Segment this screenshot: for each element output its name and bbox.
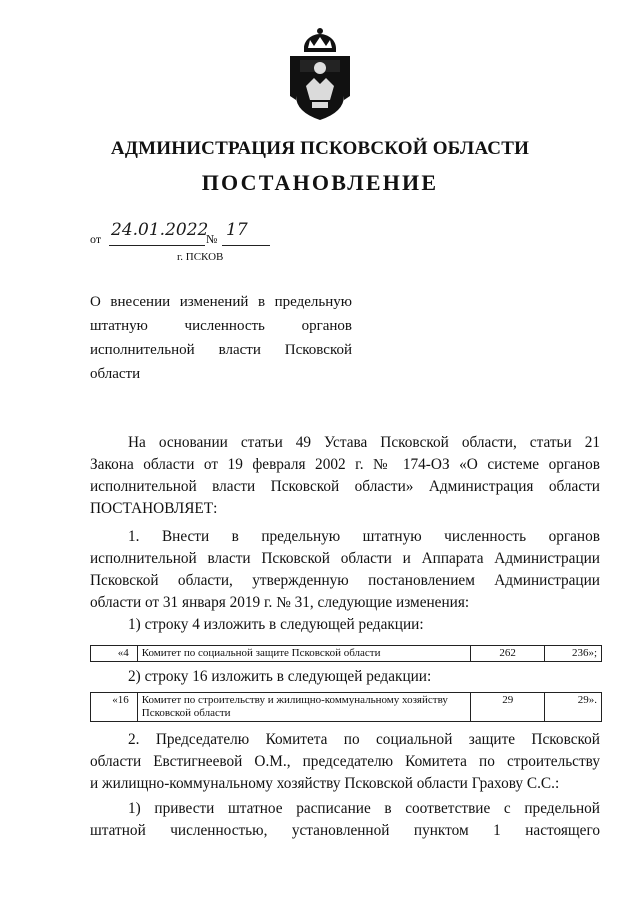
table-row-16 bbox=[90, 692, 602, 722]
row-value-2: 29». bbox=[545, 693, 602, 722]
text-line: Закона области от 19 февраля 2002 г. № 174-ОЗ «О системе органов bbox=[90, 456, 600, 473]
subject-line: исполнительной власти Псковской bbox=[90, 342, 352, 358]
row-value-1: 262 bbox=[470, 646, 544, 662]
text-line: 1) привести штатное расписание в соответствие с предельной bbox=[128, 800, 600, 817]
text-line: области Евстигнеевой О.М., председателю Комитета по строительству bbox=[90, 753, 600, 770]
subject-line: области bbox=[90, 366, 141, 382]
handwritten-date: 24.01.2022 bbox=[111, 220, 209, 240]
organization-name: АДМИНИСТРАЦИЯ ПСКОВСКОЙ ОБЛАСТИ bbox=[110, 138, 530, 159]
table-row bbox=[91, 693, 602, 722]
document-subject bbox=[90, 290, 352, 386]
row-value-1: 29 bbox=[471, 693, 545, 722]
number-prefix: № bbox=[206, 232, 218, 246]
item-1-paragraph bbox=[90, 526, 600, 636]
date-underline bbox=[109, 245, 205, 246]
text-line: штатной численностью, установленной пунктом 1 настоящего bbox=[90, 822, 600, 839]
preamble-paragraph bbox=[90, 432, 600, 520]
row-number: «4 bbox=[91, 646, 138, 662]
table-row-4 bbox=[90, 645, 602, 662]
row-name: Комитет по строительству и жилищно-коммунальному хозяйству Псковской области bbox=[137, 693, 470, 722]
text-line: Псковской области, утвержденную постановлением Администрации bbox=[90, 572, 600, 589]
subject-line: О внесении изменений в предельную bbox=[90, 294, 352, 310]
text-line: На основании статьи 49 Устава Псковской области, статьи 21 bbox=[128, 434, 600, 451]
coat-of-arms-icon bbox=[286, 26, 354, 122]
item-2-sub-paragraph bbox=[90, 798, 600, 842]
sub-item-2: 2) строку 16 изложить в следующей редакции: bbox=[128, 668, 432, 685]
subject-line: штатную численность органов bbox=[90, 318, 352, 334]
document-type-title: ПОСТАНОВЛЕНИЕ bbox=[201, 170, 439, 195]
text-line: исполнительной власти Псковской области» Администрация области bbox=[90, 478, 600, 495]
city-label: г. ПСКОВ bbox=[177, 251, 224, 263]
sub-item-2-line bbox=[90, 666, 600, 688]
sub-item-1: 1) строку 4 изложить в следующей редакции: bbox=[128, 616, 424, 633]
text-line: области от 31 января 2019 г. № 31, следующие изменения: bbox=[90, 594, 470, 611]
text-line: 2. Председателю Комитета по социальной защите Псковской bbox=[128, 731, 600, 748]
date-prefix: от bbox=[90, 232, 102, 246]
number-underline bbox=[222, 245, 270, 246]
text-line: и жилищно-коммунальному хозяйству Псковской области Грахову С.С.: bbox=[90, 775, 560, 792]
row-value-2: 236»; bbox=[545, 646, 602, 662]
handwritten-number: 17 bbox=[226, 220, 248, 240]
row-name: Комитет по социальной защите Псковской области bbox=[137, 646, 470, 662]
date-number-line bbox=[90, 222, 290, 244]
text-line: 1. Внести в предельную штатную численность органов bbox=[128, 528, 600, 545]
text-line: исполнительной власти Псковской области и Аппарата Администрации bbox=[90, 550, 600, 567]
item-2-paragraph bbox=[90, 729, 600, 795]
text-line: ПОСТАНОВЛЯЕТ: bbox=[90, 500, 218, 517]
row-number: «16 bbox=[91, 693, 138, 722]
table-row bbox=[91, 646, 602, 662]
